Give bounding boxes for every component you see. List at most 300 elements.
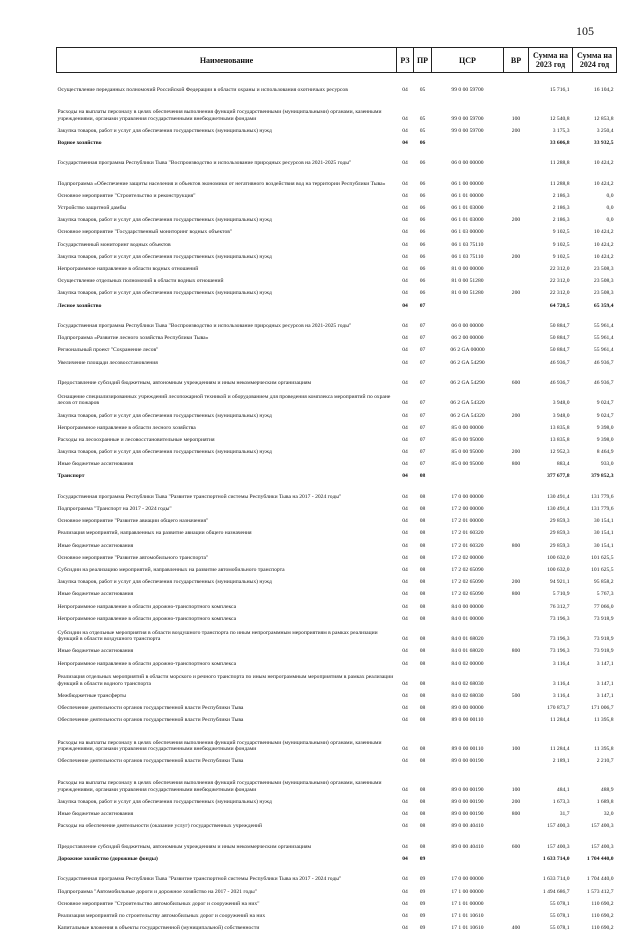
row-csr: 17 0 00 00000: [451, 876, 484, 883]
table-row: [57, 480, 617, 500]
row-sum-2023: 76 312,7: [549, 603, 570, 610]
row-csr: 17 1 01 00000: [451, 900, 484, 907]
row-rz: 04: [402, 302, 408, 309]
row-rz: 04: [402, 217, 408, 224]
table-row: [57, 443, 617, 455]
row-sum-2024: 23 508,3: [593, 290, 614, 297]
row-pr: 08: [419, 615, 426, 622]
row-csr: [432, 850, 504, 862]
row-rz: 04: [402, 160, 408, 167]
row-sum-2023: 11 288,8: [550, 160, 570, 167]
row-sum-2024: 3 147,1: [596, 680, 614, 687]
row-pr: 06: [419, 139, 426, 146]
row-pr: 06: [419, 229, 426, 236]
row-name: Подпрограмма "Автомобильные дороги и дорожное хозяйство на 2017 - 2021 годы": [57, 888, 258, 895]
row-sum-2024: 110 690,2: [591, 925, 614, 932]
row-rz: 04: [402, 290, 408, 297]
row-pr: 06: [419, 205, 426, 212]
row-csr: 81 0 00 51280: [451, 278, 484, 285]
row-rz: 04: [402, 412, 408, 419]
table-header: [57, 48, 617, 73]
table-row: [57, 134, 617, 146]
row-rz: 04: [402, 554, 408, 561]
row-sum-2024: 5 767,3: [596, 591, 614, 598]
row-vr: [504, 500, 529, 512]
table-row: [57, 407, 617, 419]
row-sum-2024: 55 961,4: [593, 347, 614, 354]
row-sum-2024: 101 625,5: [591, 566, 614, 573]
table-row: [57, 862, 617, 882]
row-vr: [504, 598, 529, 610]
row-name: Обеспечение деятельности органов государственной власти Республики Тыва: [57, 758, 244, 765]
row-vr: [504, 260, 529, 272]
row-sum-2023: 5 710,9: [552, 591, 570, 598]
row-rz: 04: [402, 461, 408, 468]
row-name: Закупка товаров, работ и услуг для обеспечения государственных (муниципальных) нужд: [57, 579, 272, 586]
row-rz: 04: [402, 876, 408, 883]
row-name: Капитальные вложения в объекты государственной (муниципальной) собственности: [57, 925, 260, 932]
row-sum-2024: 65 359,4: [593, 302, 614, 309]
row-sum-2024: 10 424,2: [593, 229, 614, 236]
row-csr: 89 0 00 40410: [451, 843, 484, 850]
row-pr: 08: [419, 603, 426, 610]
row-name: Предоставление субсидий бюджетным, автономным учреждениям и иным некоммерческим организациям: [57, 843, 312, 850]
row-rz: 04: [402, 603, 408, 610]
row-vr: 200: [511, 127, 521, 134]
row-name: Закупка товаров, работ и услуг для обеспечения государственных (муниципальных) нужд: [57, 127, 272, 134]
row-rz: 04: [402, 900, 408, 907]
row-sum-2024: 379 852,3: [591, 473, 614, 480]
row-pr: 08: [419, 554, 426, 561]
table-row: [57, 366, 617, 386]
row-name: Расходы на выплаты персоналу в целях обеспечения выполнения функций государственными (муниципальными) органами, казенными учреждениями, органами управления государственными внебюджетными фондами: [57, 780, 382, 793]
table-row: [57, 907, 617, 919]
row-sum-2024: 1 704 440,0: [586, 876, 614, 883]
row-pr: 07: [419, 302, 426, 309]
row-sum-2024: 9 024,7: [596, 400, 614, 407]
row-sum-2023: 29 859,3: [549, 530, 570, 537]
row-pr: 05: [419, 127, 426, 134]
row-pr: 07: [419, 461, 426, 468]
row-rz: 04: [402, 660, 408, 667]
row-vr: 600: [511, 843, 521, 850]
table-row: [57, 598, 617, 610]
row-vr: 400: [511, 925, 521, 932]
table-row: [57, 752, 617, 764]
row-sum-2023: 377 677,8: [547, 473, 570, 480]
row-name: Государственная программа Республики Тыва "Воспроизводство и использование природных ресурсов на 2021-2025 годы": [57, 323, 352, 329]
row-pr: 09: [419, 925, 426, 932]
header-csr: ЦСР: [432, 48, 504, 73]
row-csr: 06 2 00 00000: [451, 335, 484, 342]
row-csr: 06 1 03 75110: [451, 241, 484, 248]
row-csr: 84 0 01 68020: [451, 648, 484, 655]
table-row: [57, 167, 617, 187]
table-row: [57, 793, 617, 805]
row-sum-2024: 73 918,9: [593, 615, 614, 622]
header-sum-2023: Сумма на 2023 год: [529, 48, 573, 73]
row-rz: 04: [402, 205, 408, 212]
row-vr: 200: [511, 449, 521, 456]
row-name: Основное мероприятие "Развитие автомобильного транспорта": [57, 554, 209, 561]
row-vr: [504, 907, 529, 919]
row-rz: 04: [402, 241, 408, 248]
table-row: [57, 830, 617, 850]
row-sum-2024: 110 690,2: [591, 912, 614, 919]
row-vr: [504, 272, 529, 284]
row-csr: 06 1 01 00000: [451, 192, 484, 199]
table-row: [57, 354, 617, 366]
row-name: Межбюджетные трансферты: [57, 693, 126, 700]
row-rz: 04: [402, 717, 408, 724]
row-name: Непрограммное направление в области дорожно-транспортного комплекса: [57, 660, 237, 667]
table-row: [57, 309, 617, 329]
header-pr: ПР: [414, 48, 432, 73]
row-name: Иные бюджетные ассигнования: [57, 811, 134, 818]
row-csr: 84 0 01 00000: [451, 615, 484, 622]
row-pr: 06: [419, 217, 426, 224]
table-row: [57, 272, 617, 284]
row-pr: 06: [419, 192, 426, 199]
table-row: [57, 850, 617, 862]
row-vr: [504, 468, 529, 480]
row-vr: [504, 329, 529, 341]
row-name: Закупка товаров, работ и услуг для обеспечения государственных (муниципальных) нужд: [57, 253, 272, 260]
row-csr: 89 0 00 40410: [451, 823, 484, 830]
row-sum-2024: 33 932,5: [593, 139, 614, 146]
table-row: [57, 573, 617, 585]
row-sum-2024: 32,0: [603, 811, 614, 818]
row-csr: 17 2 00 00000: [451, 506, 484, 513]
row-sum-2024: 1 573 412,7: [586, 888, 614, 895]
row-sum-2024: 9 398,0: [596, 436, 614, 443]
row-name: Субсидии на реализацию мероприятий, направленных на развитие автомобильного транспорта: [57, 566, 285, 573]
table-row: [57, 468, 617, 480]
row-vr: [504, 386, 529, 406]
row-csr: 89 0 00 00110: [451, 746, 484, 753]
table-row: [57, 805, 617, 817]
row-csr: 17 1 01 10610: [451, 925, 484, 932]
row-name: Обеспечение деятельности органов государственной власти Республики Тыва: [57, 705, 244, 712]
row-sum-2024: 3 250,4: [596, 127, 614, 134]
row-sum-2024: 23 508,3: [593, 266, 614, 273]
row-rz: 04: [402, 253, 408, 260]
row-name: Закупка товаров, работ и услуг для обеспечения государственных (муниципальных) нужд: [57, 412, 272, 419]
row-sum-2023: 2 186,3: [552, 205, 570, 212]
row-name: Обеспечение деятельности органов государственной власти Республики Тыва: [57, 717, 244, 724]
row-sum-2024: 0,0: [606, 205, 614, 212]
row-vr: [504, 549, 529, 561]
row-name: Непрограммное направление в области лесного хозяйства: [57, 424, 196, 431]
header-rz: РЗ: [397, 48, 414, 73]
row-rz: 04: [402, 786, 408, 793]
row-vr: 800: [511, 811, 521, 818]
row-rz: 04: [402, 591, 408, 598]
table-row: [57, 561, 617, 573]
row-rz: 04: [402, 139, 408, 146]
row-sum-2024: 46 936,7: [593, 359, 614, 366]
row-vr: 800: [511, 461, 521, 468]
row-vr: 200: [511, 799, 521, 806]
row-sum-2023: 29 859,3: [549, 518, 570, 525]
row-csr: 85 0 00 95000: [451, 461, 484, 468]
row-vr: 200: [511, 412, 521, 419]
row-name: Иные бюджетные ассигнования: [57, 648, 134, 655]
row-sum-2023: 55 078,1: [549, 900, 570, 907]
row-pr: 08: [419, 591, 426, 598]
row-pr: 08: [419, 636, 426, 643]
table-row: [57, 73, 617, 94]
row-name: Основное мероприятие "Государственный мониторинг водных объектов": [57, 229, 233, 236]
row-csr: 89 0 00 00190: [451, 786, 484, 793]
row-vr: [504, 667, 529, 687]
row-sum-2023: 3 116,4: [552, 680, 570, 687]
row-csr: 17 2 02 65090: [451, 579, 484, 586]
row-vr: [504, 610, 529, 622]
row-sum-2023: 1 633 714,0: [542, 855, 570, 862]
row-pr: 08: [419, 717, 426, 724]
row-sum-2023: 22 312,0: [549, 266, 570, 273]
row-sum-2023: 130 491,4: [547, 506, 570, 513]
table-row: [57, 895, 617, 907]
table-row: [57, 586, 617, 598]
row-sum-2023: 55 078,1: [549, 925, 570, 932]
row-pr: 06: [419, 160, 426, 167]
row-sum-2023: 130 491,4: [547, 493, 570, 500]
row-pr: 08: [419, 746, 426, 753]
row-pr: 08: [419, 680, 426, 687]
row-rz: 04: [402, 758, 408, 765]
row-sum-2024: 12 853,8: [593, 115, 614, 122]
row-sum-2023: 1 673,3: [552, 799, 570, 806]
row-vr: [504, 752, 529, 764]
row-rz: 04: [402, 335, 408, 342]
table-row: [57, 643, 617, 655]
row-rz: 04: [402, 192, 408, 199]
table-row: [57, 724, 617, 753]
row-name: Иные бюджетные ассигнования: [57, 461, 134, 468]
budget-table: [56, 47, 617, 932]
row-vr: [504, 561, 529, 573]
table-row: [57, 329, 617, 341]
row-csr: 06 0 00 00000: [451, 323, 484, 329]
row-sum-2023: 3 948,0: [552, 412, 570, 419]
row-sum-2023: 1 494 686,7: [542, 888, 570, 895]
row-sum-2023: 22 312,0: [549, 290, 570, 297]
row-rz: 04: [402, 518, 408, 525]
row-csr: 17 0 00 00000: [451, 493, 484, 500]
row-csr: 99 0 00 59700: [451, 86, 484, 93]
row-sum-2023: 73 196,3: [549, 648, 570, 655]
row-rz: 04: [402, 266, 408, 273]
row-csr: 06 2 GA 54290: [450, 359, 485, 366]
table-row: [57, 224, 617, 236]
row-sum-2023: 50 884,7: [549, 347, 570, 354]
table-row: [57, 622, 617, 642]
row-csr: 06 2 GA 00000: [450, 347, 485, 354]
table-row: [57, 386, 617, 406]
row-rz: 04: [402, 530, 408, 537]
row-sum-2023: 9 102,5: [552, 229, 570, 236]
row-name: Государственная программа Республики Тыва "Развитие транспортной системы Республики Тыва на 2017 - 2024 годы": [57, 876, 342, 883]
row-sum-2023: 9 102,5: [552, 253, 570, 260]
row-vr: [504, 224, 529, 236]
row-name: Реализация отдельных мероприятий в области морского и речного транспорта по иным непрограммным мероприятиям в рамках реализации функций в области водного транспорта: [57, 674, 394, 687]
row-vr: 100: [511, 786, 521, 793]
row-sum-2024: 10 424,2: [593, 253, 614, 260]
row-sum-2024: 2 210,7: [596, 758, 614, 765]
row-rz: 04: [402, 379, 408, 386]
row-vr: [504, 883, 529, 895]
row-vr: [504, 146, 529, 166]
table-row: [57, 525, 617, 537]
row-rz: 04: [402, 843, 408, 850]
row-rz: 04: [402, 799, 408, 806]
row-pr: 08: [419, 648, 426, 655]
table-row: [57, 818, 617, 830]
row-sum-2023: 22 312,0: [549, 278, 570, 285]
row-vr: [504, 862, 529, 882]
row-vr: 200: [511, 290, 521, 297]
row-sum-2023: 100 632,0: [547, 566, 570, 573]
table-row: [57, 712, 617, 724]
row-rz: 04: [402, 925, 408, 932]
row-sum-2024: 30 154,1: [593, 518, 614, 525]
row-csr: 81 0 00 00000: [451, 266, 484, 273]
row-csr: 17 1 00 00000: [451, 888, 484, 895]
row-sum-2023: 3 175,3: [552, 127, 570, 134]
row-csr: 17 1 01 10610: [451, 912, 484, 919]
row-csr: 17 2 01 60320: [451, 542, 484, 549]
row-name: Иные бюджетные ассигнования: [57, 542, 134, 549]
row-name: Закупка товаров, работ и услуг для обеспечения государственных (муниципальных) нужд: [57, 799, 272, 806]
row-vr: 200: [511, 579, 521, 586]
row-pr: 06: [419, 290, 426, 297]
table-row: [57, 549, 617, 561]
table-row: [57, 500, 617, 512]
row-sum-2023: 484,1: [556, 786, 570, 793]
row-sum-2023: 3 116,4: [552, 660, 570, 667]
table-row: [57, 297, 617, 309]
table-row: [57, 236, 617, 248]
row-csr: 99 0 00 59700: [451, 115, 484, 122]
row-name: Оснащение специализированных учреждений лесопожарной техникой и оборудованием для проведения комплекса мероприятий по охране лесов от пожаров: [57, 393, 391, 407]
table-row: [57, 285, 617, 297]
row-rz: 04: [402, 278, 408, 285]
table-row: [57, 456, 617, 468]
table-row: [57, 537, 617, 549]
row-name: Расходы на выплаты персоналу в целях обеспечения выполнения функций государственными (муниципальными) органами, казенными учреждениями, органами управления государственными внебюджетными фондами: [57, 739, 382, 753]
row-vr: [504, 297, 529, 309]
row-name: Основное мероприятие "Строительство автомобильных дорог и сооружений на них": [57, 900, 260, 907]
row-sum-2023: 11 284,4: [550, 717, 570, 724]
row-sum-2024: 10 424,2: [593, 241, 614, 248]
row-name: Закупка товаров, работ и услуг для обеспечения государственных (муниципальных) нужд: [57, 290, 272, 297]
row-rz: 04: [402, 473, 408, 480]
row-csr: 06 2 GA 54290: [450, 379, 485, 386]
row-sum-2024: 30 154,1: [593, 542, 614, 549]
row-pr: 07: [419, 359, 426, 366]
row-name: Осуществление отдельных полномочий в области водных отношений: [57, 278, 224, 285]
row-sum-2024: 95 858,2: [593, 579, 614, 586]
row-sum-2024: 0,0: [606, 192, 614, 199]
row-rz: 04: [402, 180, 408, 187]
table-row: [57, 699, 617, 711]
row-name: Государственный мониторинг водных объектов: [57, 241, 171, 248]
table-row: [57, 187, 617, 199]
row-csr: 89 0 00 00190: [451, 811, 484, 818]
row-csr: 84 0 02 00000: [451, 660, 484, 667]
row-rz: 04: [402, 86, 408, 93]
row-name: Расходы на лесоохранные и лесовосстановительные мероприятия: [57, 436, 215, 443]
row-sum-2023: 2 186,3: [552, 192, 570, 199]
row-sum-2023: 2 189,1: [552, 758, 570, 765]
row-rz: 04: [402, 115, 408, 122]
row-sum-2023: 94 921,1: [549, 579, 570, 586]
row-pr: 08: [419, 566, 426, 573]
header-name: Наименование: [57, 48, 397, 73]
row-csr: 06 1 03 75110: [451, 253, 484, 260]
row-pr: 07: [419, 379, 426, 386]
row-sum-2024: 11 395,8: [594, 746, 614, 753]
row-csr: 06 2 GA 54320: [450, 400, 485, 407]
row-name: Расходы на выплаты персоналу в целях обеспечения выполнения функций государственными (муниципальными) органами, казенными учреждениями, органами управления государственными внебюджетными фондами: [57, 109, 382, 122]
row-vr: [504, 895, 529, 907]
row-sum-2023: 3 116,4: [552, 693, 570, 700]
row-pr: 06: [419, 253, 426, 260]
row-sum-2023: 55 078,1: [549, 912, 570, 919]
row-pr: 08: [419, 506, 426, 513]
row-sum-2024: 3 147,1: [596, 660, 614, 667]
row-vr: 100: [511, 115, 521, 122]
row-pr: 07: [419, 335, 426, 342]
row-csr: 06 1 00 00000: [451, 180, 484, 187]
row-pr: 08: [419, 579, 426, 586]
row-csr: 17 2 01 60320: [451, 530, 484, 537]
row-sum-2024: 1 704 440,0: [586, 855, 614, 862]
row-rz: 04: [402, 705, 408, 712]
row-sum-2024: 30 154,1: [593, 530, 614, 537]
row-pr: 08: [419, 473, 426, 480]
page-number: 105: [576, 24, 594, 38]
row-pr: 08: [419, 799, 426, 806]
row-rz: 04: [402, 811, 408, 818]
row-sum-2023: 73 196,3: [549, 636, 570, 643]
row-pr: 09: [419, 912, 426, 919]
row-vr: [504, 655, 529, 667]
row-name: Региональный проект "Сохранение лесов": [57, 347, 159, 354]
row-name: Основное мероприятие "Развитие авиации общего назначения": [57, 518, 209, 525]
row-sum-2024: 8 464,9: [596, 449, 614, 456]
row-name: Непрограммное направление в области водных отношений: [57, 266, 199, 273]
row-rz: 04: [402, 436, 408, 443]
row-pr: 06: [419, 241, 426, 248]
row-vr: [504, 187, 529, 199]
row-sum-2024: 46 936,7: [593, 379, 614, 386]
row-sum-2023: 1 633 714,0: [542, 876, 570, 883]
row-sum-2023: 3 948,0: [552, 400, 570, 407]
row-name: Подпрограмма "Транспорт на 2017 - 2024 годы": [57, 506, 172, 513]
row-csr: 84 0 02 68030: [451, 680, 484, 687]
row-sum-2023: 46 936,7: [549, 379, 570, 386]
table-row: [57, 122, 617, 134]
row-rz: 04: [402, 359, 408, 366]
row-sum-2023: 73 196,3: [549, 615, 570, 622]
row-pr: 08: [419, 542, 426, 549]
row-sum-2023: 170 873,7: [547, 705, 570, 712]
row-csr: 85 0 00 95000: [451, 449, 484, 456]
row-csr: 06 1 01 03000: [451, 217, 484, 224]
